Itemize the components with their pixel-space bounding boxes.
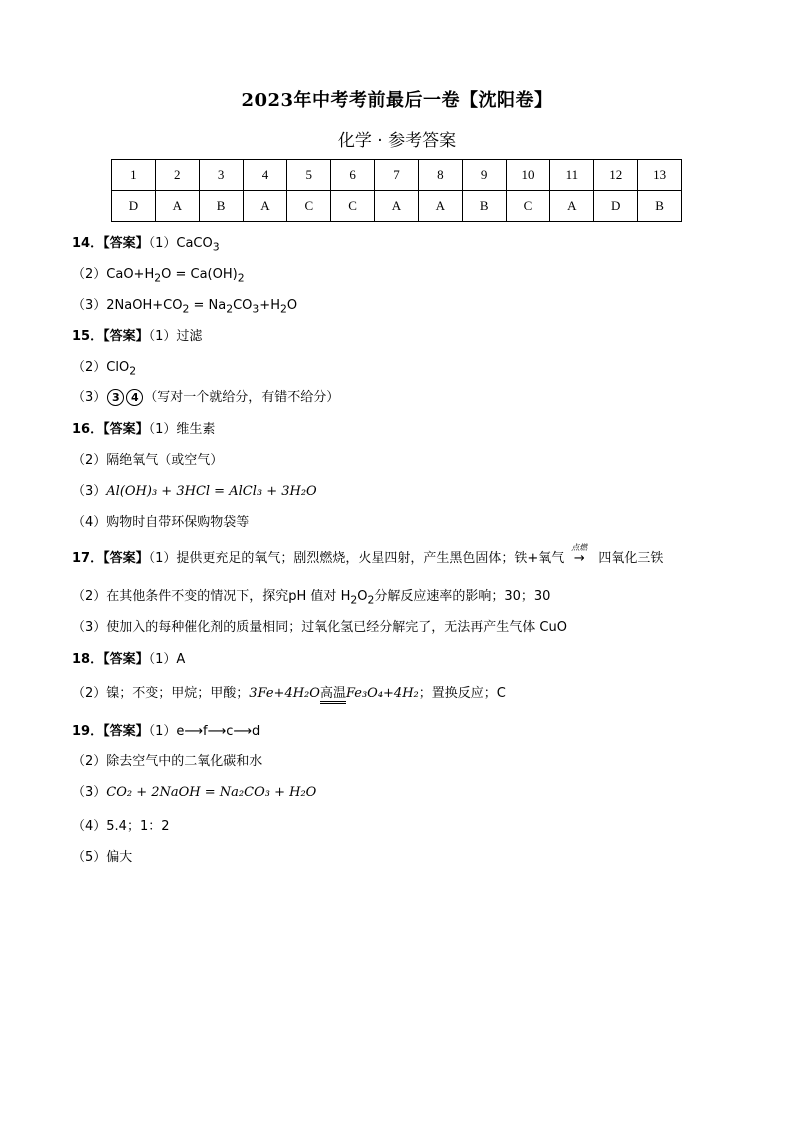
question-number-row — [112, 160, 682, 191]
q15-line-3: （3） 3 4 （写对一个就给分，有错不给分） — [72, 390, 340, 405]
question-number: 14． — [72, 236, 104, 251]
q19-line-3: （3）CO₂ + 2NaOH = Na₂CO₃ + H₂O — [72, 785, 317, 800]
answer-cell: C — [287, 191, 331, 222]
question-number-cell: 6 — [331, 160, 375, 191]
q16-line-2: （2）隔绝氧气（或空气） — [72, 453, 224, 468]
q16-line-3: （3）Al(OH)₃ + 3HCl = AlCl₃ + 3H₂O — [72, 484, 317, 499]
question-number-cell: 3 — [199, 160, 243, 191]
answer-cell: C — [331, 191, 375, 222]
answer-cell: B — [462, 191, 506, 222]
answer-cell: C — [506, 191, 550, 222]
q19-line-1: 19．【答案】（1）e⟶f⟶c⟶d — [72, 724, 261, 739]
q15-line-1: 15．【答案】（1）过滤 — [72, 329, 203, 344]
q19-line-4: （4）5.4；1：2 — [72, 819, 170, 834]
answer-cell: B — [638, 191, 682, 222]
q15-line-2: （2）ClO$_2$ — [72, 360, 137, 378]
answer-cell: A — [550, 191, 594, 222]
q17-line-2: （2）在其他条件不变的情况下，探究pH 值对 $H_2O_2$分解反应速率的影响；30；30 — [72, 589, 551, 607]
answer-cell: D — [594, 191, 638, 222]
question-number-cell: 2 — [155, 160, 199, 191]
question-number-cell: 8 — [418, 160, 462, 191]
answer-row — [112, 191, 682, 222]
answer-cell: A — [418, 191, 462, 222]
page-subtitle: 化学 · 参考答案 — [337, 131, 457, 151]
question-number-cell: 10 — [506, 160, 550, 191]
q18-line-2: （2）镍；不变；甲烷；甲酸；3Fe+4H₂O高温Fe₃O₄+4H₂；置换反应；C — [72, 682, 506, 701]
question-number-cell: 1 — [112, 160, 156, 191]
answer-cell: A — [375, 191, 419, 222]
circled-number-3: 3 — [107, 389, 124, 406]
answer-tag: 【答案】 — [103, 236, 149, 251]
q18-line-1: 18．【答案】（1）A — [72, 652, 186, 667]
reaction-condition: 高温 — [320, 686, 346, 704]
question-number-cell: 4 — [243, 160, 287, 191]
answer-cell: A — [243, 191, 287, 222]
question-number-cell: 9 — [462, 160, 506, 191]
answer-cell: D — [112, 191, 156, 222]
q14-line-1: 14．【答案】（1）CaCO$_3$ — [72, 236, 220, 254]
q17-line-3: （3）使加入的每种催化剂的质量相同；过氧化氢已经分解完了，无法再产生气体 CuO — [72, 620, 567, 635]
q19-line-2: （2）除去空气中的二氧化碳和水 — [72, 754, 263, 769]
question-number-cell: 7 — [375, 160, 419, 191]
reaction-arrow: 点燃 → — [571, 543, 588, 566]
question-number-cell: 11 — [550, 160, 594, 191]
q14-line-2: $(2)CaO+H_2O = Ca(OH)_2$ — [72, 267, 245, 285]
circled-number-4: 4 — [126, 389, 143, 406]
answer-table — [111, 159, 682, 222]
answer-cell: B — [199, 191, 243, 222]
equation: CO₂ + 2NaOH = Na₂CO₃ + H₂O — [106, 785, 317, 800]
q19-line-5: （5）偏大 — [72, 850, 133, 865]
answer-cell: A — [155, 191, 199, 222]
q14-line-3: $(3)2NaOH+CO_2 = Na_2CO_3+H_2O$ — [72, 298, 298, 316]
q17-line-1: 17．【答案】（1）提供更充足的氧气；剧烈燃烧，火星四射，产生黑色固体；铁+氧气 点燃 → 四氧化三铁 — [72, 543, 664, 566]
q16-line-1: 16．【答案】（1）维生素 — [72, 422, 216, 437]
page-title: 2023年中考考前最后一卷【沈阳卷】 — [241, 90, 553, 111]
question-number-cell: 5 — [287, 160, 331, 191]
q16-line-4: （4）购物时自带环保购物袋等 — [72, 515, 250, 530]
question-number-cell: 12 — [594, 160, 638, 191]
question-number-cell: 13 — [638, 160, 682, 191]
equation: Al(OH)₃ + 3HCl = AlCl₃ + 3H₂O — [106, 484, 317, 499]
